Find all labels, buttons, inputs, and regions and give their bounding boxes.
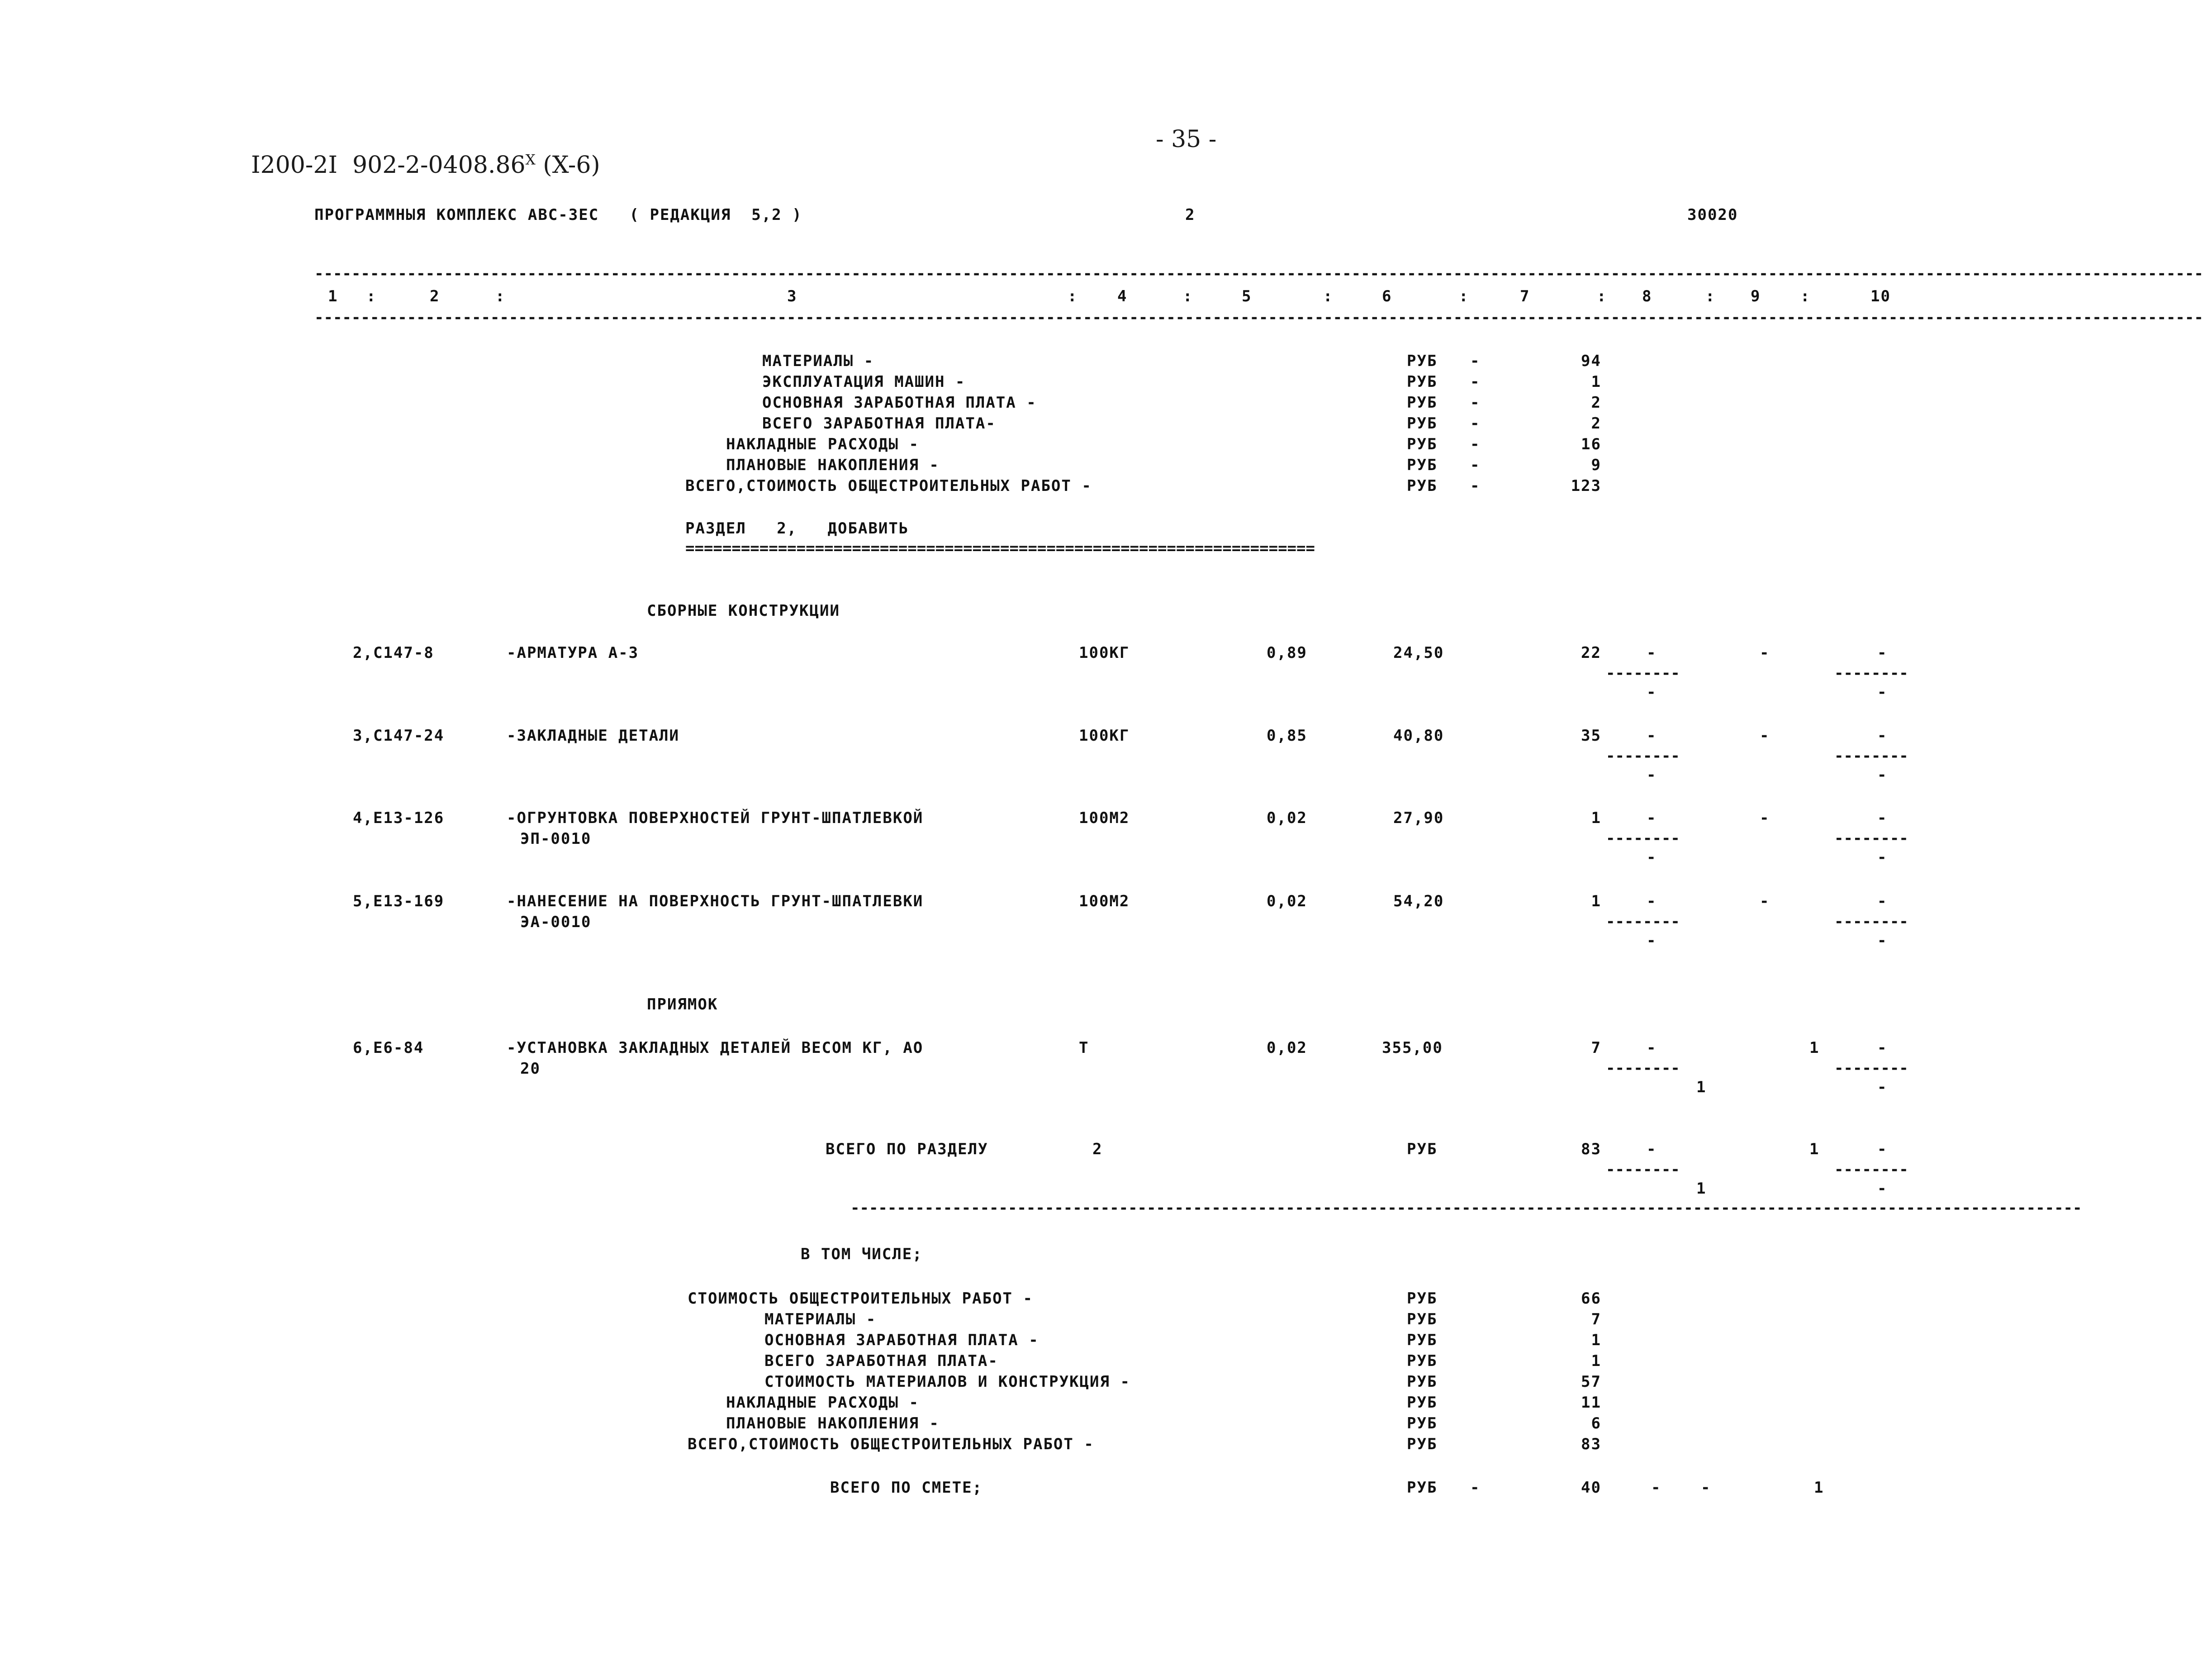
row-unit: 100М2 bbox=[1079, 892, 1130, 910]
row-col8: - bbox=[1647, 1039, 1657, 1057]
summary-label: НАКЛАДНЫЕ РАСХОДЫ - bbox=[726, 435, 919, 453]
summary-dash: - bbox=[1470, 394, 1481, 412]
col-sep: : bbox=[1597, 287, 1607, 305]
row-code: 3,С147-24 bbox=[353, 727, 445, 745]
summary-label: ОСНОВНАЯ ЗАРАБОТНАЯ ПЛАТА - bbox=[762, 394, 1037, 412]
grand-total-value: 40 bbox=[1581, 1479, 1601, 1497]
including-value: 83 bbox=[1581, 1435, 1601, 1453]
including-label: СТОИМОСТЬ ОБЩЕСТРОИТЕЛЬНЫХ РАБОТ - bbox=[688, 1290, 1033, 1308]
including-unit: РУБ bbox=[1407, 1373, 1438, 1391]
summary-value: 123 bbox=[1571, 477, 1601, 495]
row-col8-rule: -------- bbox=[1606, 747, 1680, 765]
row-col10-sub: - bbox=[1877, 932, 1888, 950]
including-value: 7 bbox=[1591, 1310, 1601, 1328]
row-col10-rule: -------- bbox=[1834, 664, 1908, 682]
summary-label: ЭКСПЛУАТАЦИЯ МАШИН - bbox=[762, 373, 966, 391]
row-col10-rule: -------- bbox=[1834, 1059, 1908, 1077]
summary-unit: РУБ bbox=[1407, 477, 1438, 495]
section-total-col9: 1 bbox=[1809, 1140, 1820, 1158]
row-col9: - bbox=[1760, 809, 1770, 827]
col-header-9: 9 bbox=[1751, 287, 1761, 305]
summary-unit: РУБ bbox=[1407, 456, 1438, 474]
grand-total-col8: - bbox=[1651, 1479, 1661, 1497]
row-name: -УСТАНОВКА ЗАКЛАДНЫХ ДЕТАЛЕЙ ВЕСОМ КГ, АО bbox=[507, 1039, 924, 1057]
grand-total-dash: - bbox=[1470, 1479, 1481, 1497]
summary-unit: РУБ bbox=[1407, 394, 1438, 412]
row-col10: - bbox=[1877, 727, 1888, 745]
including-label: МАТЕРИАЛЫ - bbox=[764, 1310, 877, 1328]
row-name: -АРМАТУРА А-3 bbox=[507, 644, 639, 662]
col-sep: : bbox=[1459, 287, 1469, 305]
section-total-unit: РУБ bbox=[1407, 1140, 1438, 1158]
summary-unit: РУБ bbox=[1407, 352, 1438, 370]
section-total-rule: ------------------------------------------------------------------------------------------------------------------------------------- bbox=[850, 1199, 2082, 1217]
summary-value: 1 bbox=[1591, 373, 1601, 391]
summary-value: 94 bbox=[1581, 352, 1601, 370]
summary-dash: - bbox=[1470, 414, 1481, 433]
including-label: НАКЛАДНЫЕ РАСХОДЫ - bbox=[726, 1394, 919, 1412]
row-price: 24,50 bbox=[1393, 644, 1444, 662]
row-qty: 0,02 bbox=[1267, 809, 1307, 827]
row-qty: 0,02 bbox=[1267, 892, 1307, 910]
col-header-4: 4 bbox=[1117, 287, 1128, 305]
row-col8-rule: -------- bbox=[1606, 664, 1680, 682]
row-col9: - bbox=[1760, 892, 1770, 910]
including-value: 1 bbox=[1591, 1352, 1601, 1370]
row-col10-sub: - bbox=[1877, 848, 1888, 866]
row-col10-sub: - bbox=[1877, 683, 1888, 701]
col-sep: : bbox=[1068, 287, 1078, 305]
col-header-7: 7 bbox=[1520, 287, 1530, 305]
col-sep: : bbox=[1705, 287, 1716, 305]
including-unit: РУБ bbox=[1407, 1435, 1438, 1453]
grand-total-col8b: - bbox=[1701, 1479, 1711, 1497]
row-price: 54,20 bbox=[1393, 892, 1444, 910]
including-value: 6 bbox=[1591, 1414, 1601, 1432]
summary-unit: РУБ bbox=[1407, 435, 1438, 453]
section-total-col10-rule: -------- bbox=[1834, 1161, 1908, 1179]
row-total: 7 bbox=[1591, 1039, 1601, 1057]
col-header-2: 2 bbox=[430, 287, 440, 305]
program-line: ПРОГРАММНЫЯ КОМПЛЕКС АВС-ЗЕС ( РЕДАКЦИЯ 5,2 ) bbox=[314, 206, 802, 224]
summary-dash: - bbox=[1470, 435, 1481, 453]
section-total-number: 2 bbox=[1092, 1140, 1103, 1158]
row-total: 35 bbox=[1581, 727, 1601, 745]
row-unit: 100КГ bbox=[1079, 644, 1130, 662]
including-label: ВСЕГО ЗАРАБОТНАЯ ПЛАТА- bbox=[764, 1352, 998, 1370]
section-total-col10-sub: - bbox=[1877, 1180, 1888, 1198]
row-col8-rule: -------- bbox=[1606, 829, 1680, 847]
row-price: 40,80 bbox=[1393, 727, 1444, 745]
row-code: 5,Е13-169 bbox=[353, 892, 445, 910]
group-title-prefab: СБОРНЫЕ КОНСТРУКЦИИ bbox=[647, 602, 840, 620]
col-header-3: 3 bbox=[787, 287, 797, 305]
section-double-rule: ==================================================================== bbox=[685, 539, 1315, 557]
row-col10-rule: -------- bbox=[1834, 829, 1908, 847]
summary-value: 2 bbox=[1591, 394, 1601, 412]
including-label: ВСЕГО,СТОИМОСТЬ ОБЩЕСТРОИТЕЛЬНЫХ РАБОТ - bbox=[688, 1435, 1094, 1453]
row-col10-sub: - bbox=[1877, 1078, 1888, 1096]
row-col10-sub: - bbox=[1877, 766, 1888, 784]
col-header-5: 5 bbox=[1242, 287, 1252, 305]
row-col9: - bbox=[1760, 644, 1770, 662]
row-col8-sub: 1 bbox=[1696, 1078, 1707, 1096]
row-name-cont: 20 bbox=[520, 1060, 541, 1078]
grand-total-unit: РУБ bbox=[1407, 1479, 1438, 1497]
section-total-col8-rule: -------- bbox=[1606, 1161, 1680, 1179]
row-qty: 0,02 bbox=[1267, 1039, 1307, 1057]
col-sep: : bbox=[366, 287, 377, 305]
row-qty: 0,89 bbox=[1267, 644, 1307, 662]
col-header-10: 10 bbox=[1870, 287, 1891, 305]
col-sep: : bbox=[495, 287, 506, 305]
row-col8-sub: - bbox=[1647, 766, 1657, 784]
grand-total-label: ВСЕГО ПО СМЕТЕ; bbox=[830, 1479, 983, 1497]
row-unit: 100М2 bbox=[1079, 809, 1130, 827]
row-col9: 1 bbox=[1809, 1039, 1820, 1057]
row-col8-rule: -------- bbox=[1606, 1059, 1680, 1077]
row-col10: - bbox=[1877, 892, 1888, 910]
summary-dash: - bbox=[1470, 373, 1481, 391]
row-col8-sub: - bbox=[1647, 932, 1657, 950]
row-col10-rule: -------- bbox=[1834, 913, 1908, 931]
page-number: - 35 - bbox=[1156, 126, 1217, 153]
summary-dash: - bbox=[1470, 456, 1481, 474]
section-title: РАЗДЕЛ 2, ДОБАВИТЬ bbox=[685, 519, 909, 538]
including-value: 66 bbox=[1581, 1290, 1601, 1308]
row-name: -НАНЕСЕНИЕ НА ПОВЕРХНОСТЬ ГРУНТ-ШПАТЛЕВКИ bbox=[507, 892, 924, 910]
summary-label: ВСЕГО,СТОИМОСТЬ ОБЩЕСТРОИТЕЛЬНЫХ РАБОТ - bbox=[685, 477, 1092, 495]
including-unit: РУБ bbox=[1407, 1352, 1438, 1370]
row-name: -ЗАКЛАДНЫЕ ДЕТАЛИ bbox=[507, 727, 679, 745]
section-total-col8: - bbox=[1647, 1140, 1657, 1158]
row-col10-rule: -------- bbox=[1834, 747, 1908, 765]
including-label: СТОИМОСТЬ МАТЕРИАЛОВ И КОНСТРУКЦИЯ - bbox=[764, 1373, 1130, 1391]
summary-label: МАТЕРИАЛЫ - bbox=[762, 352, 874, 370]
row-qty: 0,85 bbox=[1267, 727, 1307, 745]
col-sep: : bbox=[1800, 287, 1811, 305]
row-unit: Т bbox=[1079, 1039, 1089, 1057]
including-title: В ТОМ ЧИСЛЕ; bbox=[801, 1245, 923, 1263]
including-unit: РУБ bbox=[1407, 1394, 1438, 1412]
col-sep: : bbox=[1183, 287, 1193, 305]
section-total-label: ВСЕГО ПО РАЗДЕЛУ bbox=[826, 1140, 988, 1158]
including-value: 11 bbox=[1581, 1394, 1601, 1412]
row-name-cont: ЭА-0010 bbox=[520, 913, 592, 931]
summary-value: 9 bbox=[1591, 456, 1601, 474]
document-code-main: I200-2I 902-2-0408.86 bbox=[251, 152, 526, 179]
row-col8: - bbox=[1647, 809, 1657, 827]
group-title-pit: ПРИЯМОК bbox=[647, 995, 718, 1014]
summary-value: 16 bbox=[1581, 435, 1601, 453]
row-col8: - bbox=[1647, 644, 1657, 662]
including-unit: РУБ bbox=[1407, 1310, 1438, 1328]
col-header-1: 1 bbox=[328, 287, 338, 305]
header-bottom-rule: ------------------------------------------------------------------------------------------------------------------------------------------------------------------------------------------------------------ bbox=[314, 309, 2203, 327]
summary-value: 2 bbox=[1591, 414, 1601, 433]
program-code: 30020 bbox=[1687, 206, 1738, 224]
summary-dash: - bbox=[1470, 352, 1481, 370]
row-name: -ОГРУНТОВКА ПОВЕРХНОСТЕЙ ГРУНТ-ШПАТЛЕВКОЙ bbox=[507, 809, 924, 827]
summary-unit: РУБ bbox=[1407, 414, 1438, 433]
col-header-8: 8 bbox=[1642, 287, 1652, 305]
row-col8-sub: - bbox=[1647, 848, 1657, 866]
including-value: 57 bbox=[1581, 1373, 1601, 1391]
row-total: 22 bbox=[1581, 644, 1601, 662]
row-total: 1 bbox=[1591, 892, 1601, 910]
section-total-col8-sub: 1 bbox=[1696, 1180, 1707, 1198]
including-unit: РУБ bbox=[1407, 1290, 1438, 1308]
section-total-col10: - bbox=[1877, 1140, 1888, 1158]
row-col8-sub: - bbox=[1647, 683, 1657, 701]
document-code-suffix: (X-6) bbox=[535, 152, 600, 179]
col-header-6: 6 bbox=[1382, 287, 1392, 305]
row-col10: - bbox=[1877, 1039, 1888, 1057]
row-code: 6,Е6-84 bbox=[353, 1039, 424, 1057]
row-col8-rule: -------- bbox=[1606, 913, 1680, 931]
row-code: 2,С147-8 bbox=[353, 644, 434, 662]
document-code-sup: X bbox=[525, 152, 536, 168]
summary-label: ПЛАНОВЫЕ НАКОПЛЕНИЯ - bbox=[726, 456, 940, 474]
grand-total-col10: 1 bbox=[1814, 1479, 1824, 1497]
row-price: 355,00 bbox=[1382, 1039, 1443, 1057]
row-col8: - bbox=[1647, 727, 1657, 745]
row-col9: - bbox=[1760, 727, 1770, 745]
sheet-number: 2 bbox=[1185, 206, 1196, 224]
row-col8: - bbox=[1647, 892, 1657, 910]
section-total-value: 83 bbox=[1581, 1140, 1601, 1158]
including-value: 1 bbox=[1591, 1331, 1601, 1349]
including-label: ОСНОВНАЯ ЗАРАБОТНАЯ ПЛАТА - bbox=[764, 1331, 1039, 1349]
top-rule: ------------------------------------------------------------------------------------------------------------------------------------------------------------------------------------------------------------ bbox=[314, 265, 2203, 283]
including-label: ПЛАНОВЫЕ НАКОПЛЕНИЯ - bbox=[726, 1414, 940, 1432]
col-sep: : bbox=[1323, 287, 1334, 305]
including-unit: РУБ bbox=[1407, 1331, 1438, 1349]
row-name-cont: ЭП-0010 bbox=[520, 830, 592, 848]
summary-label: ВСЕГО ЗАРАБОТНАЯ ПЛАТА- bbox=[762, 414, 996, 433]
row-total: 1 bbox=[1591, 809, 1601, 827]
including-unit: РУБ bbox=[1407, 1414, 1438, 1432]
document-code bbox=[251, 152, 600, 179]
row-col10: - bbox=[1877, 809, 1888, 827]
row-price: 27,90 bbox=[1393, 809, 1444, 827]
row-unit: 100КГ bbox=[1079, 727, 1130, 745]
summary-unit: РУБ bbox=[1407, 373, 1438, 391]
row-code: 4,Е13-126 bbox=[353, 809, 445, 827]
summary-dash: - bbox=[1470, 477, 1481, 495]
row-col10: - bbox=[1877, 644, 1888, 662]
